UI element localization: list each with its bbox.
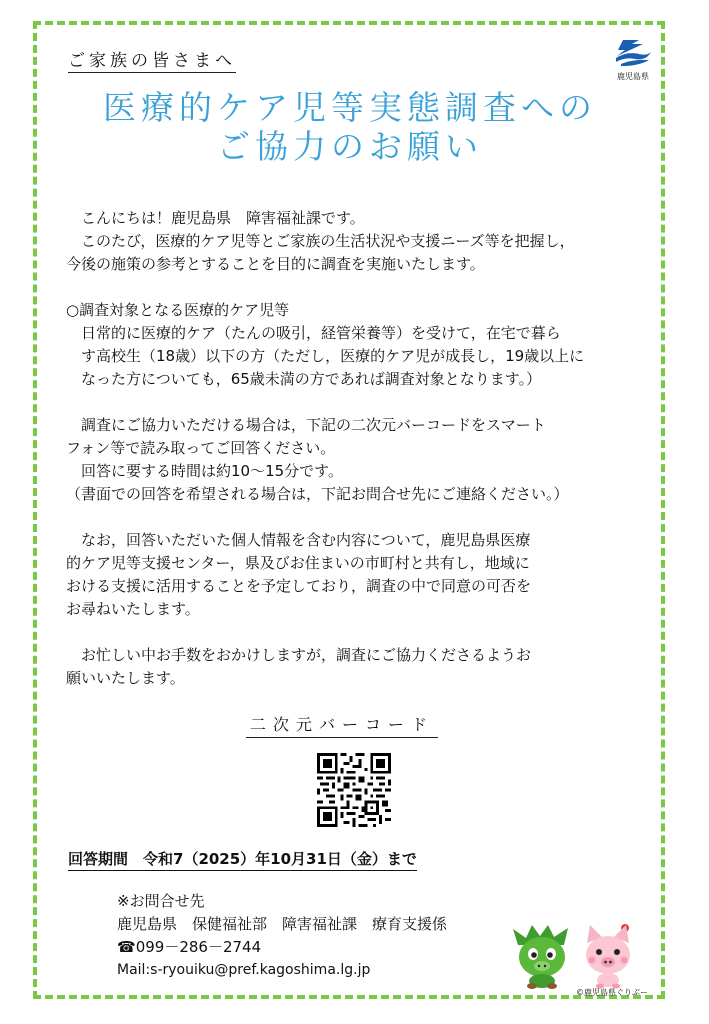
privacy-line: おける支援に活用することを予定しており，調査の中で同意の可否を (66, 577, 532, 595)
greeting-heading: ご家族の皆さまへ (68, 46, 236, 73)
mascot-credit: ©鹿児島県ぐりぶー (576, 988, 648, 997)
prefecture-logo (608, 37, 658, 82)
title-line-2: ご協力のお願い (217, 127, 483, 166)
target-line: 日常的に医療的ケア（たんの吸引，経管栄養等）を受けて，在宅で暮ら (66, 324, 561, 342)
privacy-line: 的ケア児等支援センター，県及びお住まいの市町村と共有し，地域に (66, 554, 530, 572)
instruction-line: 調査にご協力いただける場合は，下記の二次元バーコードをスマート (66, 416, 546, 434)
target-line: す高校生（18歳）以下の方（ただし，医療的ケア児が成長し，19歳以上に (66, 347, 585, 365)
contact-block (117, 890, 447, 982)
instruction-line: （書面での回答を希望される場合は，下記お問合せ先にご連絡ください。） (66, 485, 569, 503)
title-line-1: 医療的ケア児等実態調査への (103, 88, 597, 127)
intro-line: こんにちは！鹿児島県 障害福祉課です。 (66, 209, 365, 227)
barcode-label: 二次元バーコード (246, 712, 438, 738)
kagoshima-prefecture-emblem-icon (613, 37, 653, 67)
response-deadline: 回答期間 令和7（2025）年10月31日（金）まで (68, 848, 417, 871)
contact-phone-row (117, 936, 447, 959)
target-heading: ○調査対象となる医療的ケア児等 (66, 301, 290, 319)
phone-icon: ☎ (117, 938, 136, 956)
closing-line: 願いいたします。 (66, 669, 185, 687)
qr-code-icon[interactable] (317, 753, 391, 827)
pink-pig-mascot-icon (580, 923, 636, 989)
privacy-line: なお，回答いただいた個人情報を含む内容について，鹿児島県医療 (66, 531, 531, 549)
document-title (60, 88, 640, 166)
document-body (66, 207, 656, 690)
privacy-line: お尋ねいたします。 (66, 600, 200, 618)
contact-department: 鹿児島県 保健福祉部 障害福祉課 療育支援係 (117, 915, 448, 933)
green-mascot-icon (512, 923, 572, 989)
target-line: なった方についても，65歳未満の方であれば調査対象となります。） (66, 370, 542, 388)
instruction-line: 回答に要する時間は約10～15分です。 (66, 462, 343, 480)
logo-label: 鹿児島県 (617, 72, 649, 81)
closing-line: お忙しい中お手数をおかけしますが，調査にご協力くださるようお (66, 646, 532, 664)
intro-line: 今後の施策の参考とすることを目的に調査を実施いたします。 (66, 255, 485, 273)
intro-line: このたび，医療的ケア児等とご家族の生活状況や支援ニーズ等を把握し， (66, 232, 575, 250)
contact-email[interactable]: Mail:s-ryouiku@pref.kagoshima.lg.jp (117, 962, 371, 978)
contact-heading: ※お問合せ先 (117, 892, 205, 910)
contact-phone[interactable]: 099－286－2744 (135, 938, 262, 956)
instruction-line: フォン等で読み取ってご回答ください。 (66, 439, 336, 457)
